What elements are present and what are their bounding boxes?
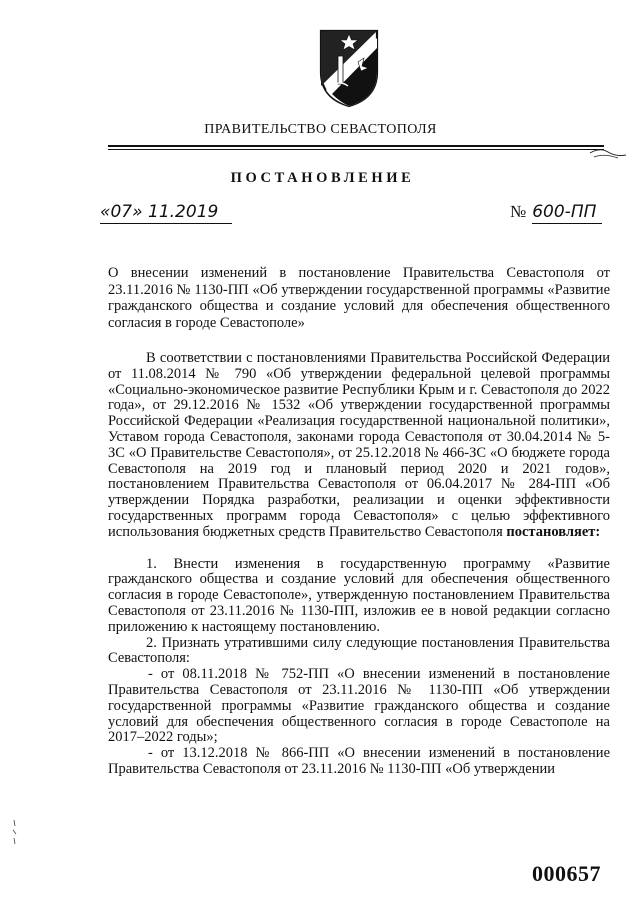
header-rule-thick (108, 145, 604, 147)
number-label: № (510, 202, 527, 221)
margin-mark-icon (10, 818, 20, 846)
document-body (108, 351, 610, 778)
preamble-verb: постановляет: (506, 523, 601, 540)
subitem-1: - от 08.11.2018 № 752-ПП «О внесении изменений в постановление Правительства Севастополя от 23.11.2016 № 1130-ПП «Об утверждении государственной программы «Развитие гражданского общества и создание условий для обеспечения общественного согласия в городе Севастополе на 2017–2022 годы»; (108, 666, 610, 746)
government-name: ПРАВИТЕЛЬСТВО СЕВАСТОПОЛЯ (204, 122, 437, 137)
subitem-2: - от 13.12.2018 № 866-ПП «О внесении изменений в постановление Правительства Севастополя от 23.11.2016 № 1130-ПП «Об утверждении (108, 745, 610, 777)
handwritten-mark-icon (588, 143, 628, 165)
document-type-title: ПОСТАНОВЛЕНИЕ (230, 170, 415, 186)
item-1: 1. Внести изменения в государственную программу «Развитие гражданского общества и создание условий для обеспечения общественного согласия в городе Севастополе», утвержденную постановлением Правительства Севастополя от 23.11.2016 № 1130-ПП, изложив ее в новой редакции согласно приложению к настоящему постановлению. (108, 555, 610, 635)
document-subject: О внесении изменений в постановление Правительства Севастополя от 23.11.2016 № 1130-ПП «Об утверждении государственной программы «Развитие гражданского общества и создание условий для обеспечения общественного согласия в городе Севастополе» (108, 265, 610, 331)
document-date: «07» 11.2019 (100, 201, 232, 224)
item-2: 2. Признать утратившими силу следующие постановления Правительства Севастополя: (108, 634, 610, 667)
header-rule-thin (108, 149, 604, 150)
sevastopol-coat-of-arms-icon (318, 28, 380, 108)
preamble-paragraph (108, 351, 610, 541)
serial-number-stamp: 000657 (532, 861, 601, 886)
document-number (510, 201, 602, 223)
number-value: 600-ПП (532, 201, 602, 224)
preamble-text: В соответствии с постановлениями Правительства Российской Федерации от 11.08.2014 № 790 «Об утверждении федеральной целевой программы «Социально-экономическое развитие Республики Крым и г. Севастополя до 2022 года», от 29.12.2016 № 1532 «Об утверждении государственной программы Российской Федерации «Реализация государственной национальной политики», Уставом города Севастополя, законами города Севастополя от 30.04.2014 № 5-ЗС «О Правительстве Севастополя», от 25.12.2018 № 466-ЗС «О бюджете города Севастополя на 2019 год и плановый период 2020 и 2021 годов», постановлением Правительства Севастополя от 06.04.2017 № 284-ПП «Об утверждении Порядка разработки, реализации и оценки эффективности государственных программ города Севастополя» с целью эффективного использования бюджетных средств Правительство Севастополя (108, 350, 610, 540)
